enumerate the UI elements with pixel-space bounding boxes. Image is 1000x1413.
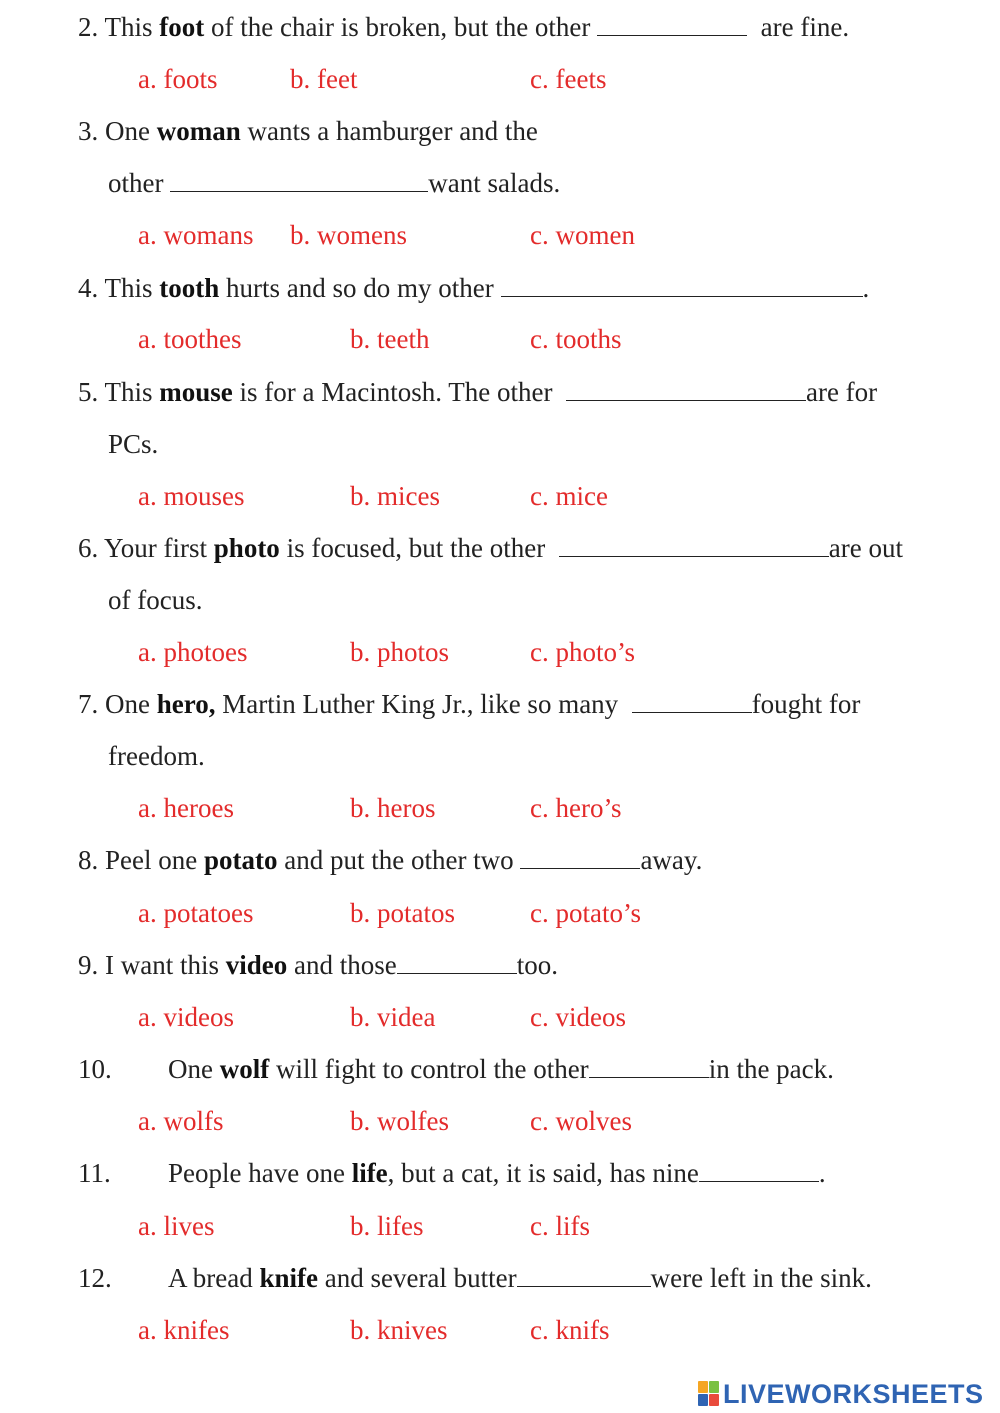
option-b[interactable]: b. lifes [350, 1211, 424, 1241]
question-number: 11. [78, 1158, 111, 1188]
option-a[interactable]: a. mouses [138, 481, 245, 511]
question-number: 5. [78, 377, 99, 407]
question-number: 7. [78, 689, 99, 719]
question-2: 2. This foot of the chair is broken, but the other are fine. [78, 12, 850, 42]
option-c[interactable]: c. photo’s [530, 637, 635, 667]
option-c[interactable]: c. potato’s [530, 898, 641, 928]
question-8: 8. Peel one potato and put the other two away. [78, 845, 703, 875]
option-c[interactable]: c. videos [530, 1002, 626, 1032]
keyword: knife [259, 1263, 318, 1293]
keyword: woman [156, 116, 241, 146]
question-number: 10. [78, 1054, 112, 1084]
question-7-line-2: freedom. [108, 741, 205, 771]
option-b[interactable]: b. potatos [350, 898, 455, 928]
question-6-line-2: of focus. [108, 585, 203, 615]
option-a[interactable]: a. knifes [138, 1315, 230, 1345]
option-c[interactable]: c. women [530, 220, 635, 250]
brand-name: LIVEWORKSHEETS [723, 1379, 984, 1409]
keyword: video [225, 950, 288, 980]
option-b[interactable]: b. mices [350, 481, 440, 511]
answer-blank[interactable] [589, 1055, 709, 1078]
option-c[interactable]: c. lifs [530, 1211, 590, 1241]
option-b[interactable]: b. videa [350, 1002, 436, 1032]
question-number: 2. [78, 12, 99, 42]
option-a[interactable]: a. heroes [138, 793, 234, 823]
option-a[interactable]: a. toothes [138, 324, 242, 354]
option-c[interactable]: c. tooths [530, 324, 622, 354]
keyword: potato [203, 845, 278, 875]
question-number: 12. [78, 1263, 112, 1293]
keyword: mouse [159, 377, 233, 407]
option-a[interactable]: a. videos [138, 1002, 234, 1032]
answer-blank[interactable] [559, 534, 829, 557]
answer-blank[interactable] [699, 1159, 819, 1182]
answer-blank[interactable] [517, 1264, 651, 1287]
keyword: wolf [219, 1054, 270, 1084]
option-c[interactable]: c. knifs [530, 1315, 610, 1345]
answer-blank[interactable] [632, 690, 752, 713]
option-a[interactable]: a. womans [138, 220, 254, 250]
option-a[interactable]: a. potatoes [138, 898, 254, 928]
question-number: 9. [78, 950, 99, 980]
question-7: 7. One hero, Martin Luther King Jr., like so many fought for [78, 689, 861, 719]
option-c[interactable]: c. feets [530, 64, 607, 94]
option-b[interactable]: b. feet [290, 64, 358, 94]
option-a[interactable]: a. lives [138, 1211, 215, 1241]
question-number: 3. [78, 116, 99, 146]
keyword: photo [213, 533, 280, 563]
question-5-line-2: PCs. [108, 429, 159, 459]
option-b[interactable]: b. knives [350, 1315, 448, 1345]
liveworksheets-logo-icon [698, 1381, 720, 1407]
option-c[interactable]: c. wolves [530, 1106, 632, 1136]
answer-blank[interactable] [501, 274, 863, 297]
question-number: 6. [78, 533, 99, 563]
question-6: 6. Your first photo is focused, but the other are out [78, 533, 903, 563]
answer-blank[interactable] [597, 13, 747, 36]
keyword: foot [159, 12, 205, 42]
answer-blank[interactable] [520, 846, 640, 869]
option-b[interactable]: b. heros [350, 793, 436, 823]
question-number: 4. [78, 273, 99, 303]
option-b[interactable]: b. teeth [350, 324, 430, 354]
keyword: life [351, 1158, 388, 1188]
keyword: tooth [159, 273, 220, 303]
option-b[interactable]: b. photos [350, 637, 450, 667]
answer-blank[interactable] [170, 169, 428, 192]
option-a[interactable]: a. wolfs [138, 1106, 224, 1136]
liveworksheets-logo [698, 1378, 984, 1410]
question-9: 9. I want this video and those too. [78, 950, 559, 980]
option-b[interactable]: b. wolfes [350, 1106, 449, 1136]
option-c[interactable]: c. hero’s [530, 793, 622, 823]
question-3: 3. One woman wants a hamburger and the [78, 116, 538, 146]
option-c[interactable]: c. mice [530, 481, 608, 511]
option-a[interactable]: a. foots [138, 64, 218, 94]
option-a[interactable]: a. photoes [138, 637, 248, 667]
question-3-line-2: other want salads. [108, 168, 561, 198]
answer-blank[interactable] [397, 951, 517, 974]
question-number: 8. [78, 845, 99, 875]
answer-blank[interactable] [566, 378, 806, 401]
keyword: hero, [156, 689, 216, 719]
option-b[interactable]: b. womens [290, 220, 407, 250]
question-4: 4. This tooth hurts and so do my other . [78, 273, 870, 303]
question-5: 5. This mouse is for a Macintosh. The other are for [78, 377, 878, 407]
